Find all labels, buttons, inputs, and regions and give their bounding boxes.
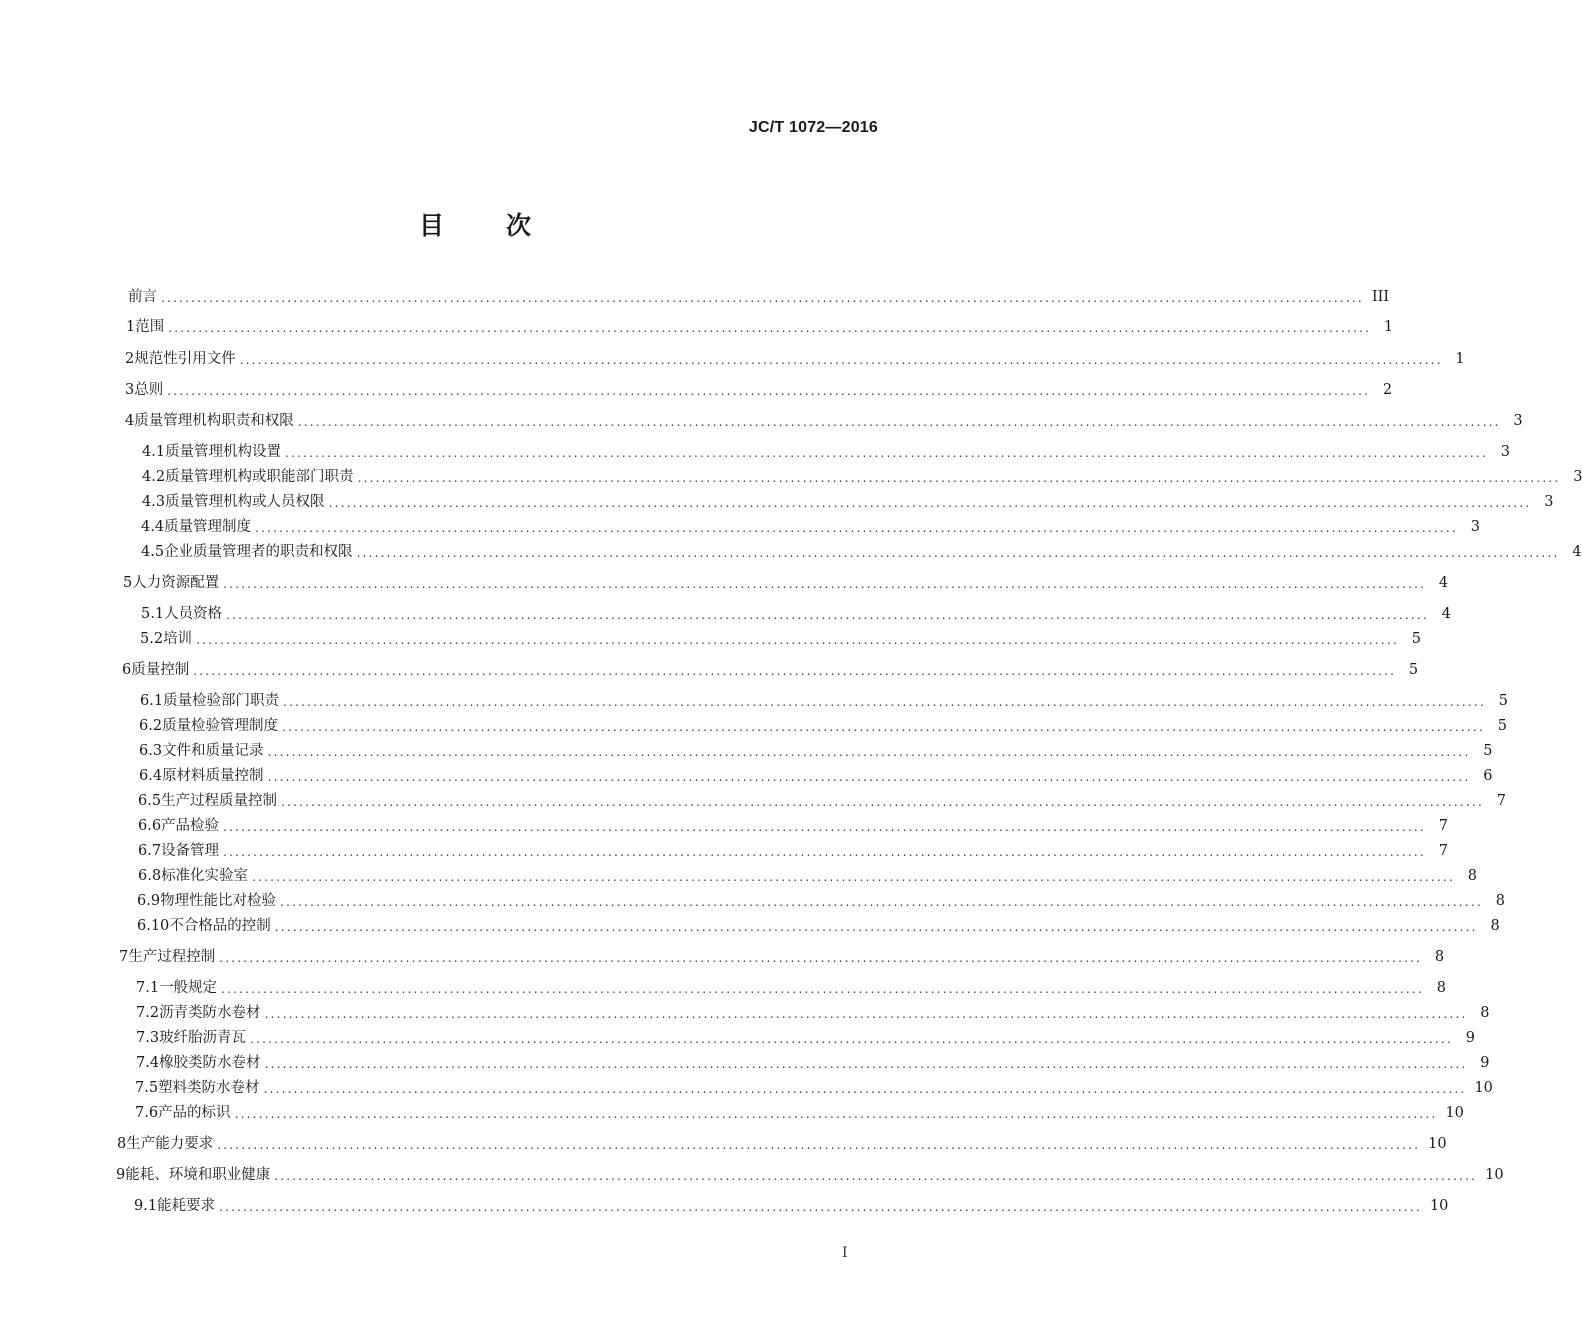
toc-entry-title: 规范性引用文件	[134, 351, 236, 367]
toc-entry-number: 5	[123, 575, 133, 591]
toc-entry-page: 10	[1428, 1136, 1447, 1152]
toc-entry-number: 2	[125, 351, 135, 367]
toc-leader-dots: ........................................................................................................................................................................................................	[223, 845, 1426, 859]
toc-entry-number: 7.2	[136, 1005, 160, 1021]
toc-entry-page: 1	[1455, 351, 1465, 367]
toc-entry-title: 总则	[134, 382, 164, 398]
toc-entry-number: 6.8	[138, 868, 162, 884]
toc-entry-number: 4.5	[141, 544, 165, 560]
toc-entry[interactable]	[137, 915, 1500, 937]
toc-entry[interactable]	[140, 628, 1421, 650]
toc-entry-number: 7.6	[135, 1105, 159, 1121]
toc-leader-dots: ........................................................................................................................................................................................................	[252, 870, 1455, 884]
toc-entry-number: 4.1	[142, 444, 166, 460]
toc-entry-number: 8	[117, 1136, 127, 1152]
toc-entry-page: 3	[1470, 519, 1480, 535]
toc-entry-title: 质量检验管理制度	[162, 718, 279, 734]
toc-entry-page: 5	[1408, 662, 1419, 678]
toc-entry-title: 产品的标识	[158, 1105, 231, 1121]
toc-leader-dots: ........................................................................................................................................................................................................	[357, 471, 1561, 485]
toc-entry-title: 橡胶类防水卷材	[159, 1055, 261, 1071]
toc-entry-number: 6.6	[138, 818, 162, 834]
toc-entry-title: 人力资源配置	[132, 575, 220, 591]
toc-leader-dots: ........................................................................................................................................................................................................	[297, 415, 1501, 429]
toc-entry-page: 10	[1429, 1198, 1449, 1214]
toc-leader-dots: ........................................................................................................................................................................................................	[267, 770, 1471, 784]
toc-entry[interactable]	[138, 865, 1477, 887]
toc-leader-dots: ........................................................................................................................................................................................................	[168, 321, 1372, 335]
toc-entry-page: 8	[1480, 1005, 1490, 1021]
toc-entry-page: 7	[1438, 818, 1448, 834]
toc-entry-number: 5.2	[140, 631, 164, 647]
toc-entry-number: 3	[125, 382, 135, 398]
toc-entry[interactable]	[139, 765, 1493, 787]
toc-entry[interactable]	[140, 690, 1508, 712]
toc-entry-page: 8	[1436, 980, 1446, 996]
toc-leader-dots: ........................................................................................................................................................................................................	[161, 291, 1364, 305]
toc-entry-page: 5	[1498, 693, 1508, 709]
toc-entry-title: 培训	[163, 631, 193, 647]
toc-entry[interactable]	[117, 1133, 1447, 1155]
toc-entry-title: 文件和质量记录	[162, 743, 264, 759]
toc-entry-title: 生产过程质量控制	[161, 793, 278, 809]
toc-entry[interactable]	[136, 1002, 1490, 1024]
toc-leader-dots: ........................................................................................................................................................................................................	[328, 496, 1532, 510]
toc-entry[interactable]	[125, 348, 1465, 370]
toc-entry-number: 7.3	[136, 1030, 160, 1046]
toc-entry[interactable]	[135, 1077, 1493, 1099]
toc-entry-number: 4.2	[142, 469, 166, 485]
toc-entry[interactable]	[119, 946, 1445, 968]
page-folio: I	[842, 1245, 848, 1261]
toc-leader-dots: ........................................................................................................................................................................................................	[283, 695, 1486, 709]
standard-code: JC/T 1072—2016	[748, 119, 878, 136]
toc-leader-dots: ........................................................................................................................................................................................................	[264, 1057, 1468, 1071]
toc-entry[interactable]	[128, 286, 1390, 308]
toc-leader-dots: ........................................................................................................................................................................................................	[250, 1032, 1453, 1046]
toc-entry-number: 7.5	[135, 1080, 159, 1096]
toc-entry-page: 8	[1467, 868, 1477, 884]
toc-entry[interactable]	[139, 715, 1507, 737]
toc-entry[interactable]	[138, 790, 1506, 812]
toc-entry-title: 原材料质量控制	[162, 768, 264, 784]
toc-entry-number: 6.2	[139, 718, 163, 734]
toc-entry-number: 1	[126, 319, 136, 335]
toc-entry[interactable]	[136, 977, 1446, 999]
toc-entry-title: 质量控制	[131, 662, 190, 678]
toc-leader-dots: ........................................................................................................................................................................................................	[264, 1007, 1468, 1021]
toc-leader-dots: ........................................................................................................................................................................................................	[356, 546, 1560, 560]
toc-entry[interactable]	[142, 441, 1510, 463]
toc-entry-page: 5	[1411, 631, 1421, 647]
toc-leader-dots: ........................................................................................................................................................................................................	[217, 1138, 1421, 1152]
toc-entry-page: 9	[1480, 1055, 1490, 1071]
toc-leader-dots: ........................................................................................................................................................................................................	[274, 1169, 1478, 1183]
toc-entry-number: 4	[125, 413, 135, 429]
toc-entry-number: 6.10	[137, 918, 170, 934]
toc-entry-title: 范围	[135, 319, 165, 335]
toc-leader-dots: ........................................................................................................................................................................................................	[221, 982, 1424, 996]
toc-entry[interactable]	[138, 840, 1448, 862]
toc-entry[interactable]	[122, 659, 1419, 681]
toc-entry-title: 不合格品的控制	[169, 918, 271, 934]
toc-entry[interactable]	[136, 1052, 1490, 1074]
toc-entry-page: 3	[1513, 413, 1523, 429]
toc-entry-number: 4.3	[142, 494, 166, 510]
toc-entry-number: 6.5	[138, 793, 162, 809]
toc-entry-number: 7	[119, 949, 129, 965]
toc-entry-title: 企业质量管理者的职责和权限	[164, 544, 353, 560]
toc-entry-page: 10	[1445, 1105, 1464, 1121]
toc-entry-title: 质量管理机构或人员权限	[165, 494, 325, 510]
toc-entry-page: 4	[1438, 575, 1449, 591]
toc-entry-page: 3	[1544, 494, 1554, 510]
toc-leader-dots: ........................................................................................................................................................................................................	[281, 795, 1484, 809]
toc-entry[interactable]	[123, 572, 1449, 594]
toc-leader-dots: ........................................................................................................................................................................................................	[167, 384, 1371, 398]
toc-entry-title: 前言	[128, 289, 157, 305]
toc-entry[interactable]	[136, 1027, 1475, 1049]
toc-entry-page: 10	[1485, 1167, 1504, 1183]
toc-entry-number: 9.1	[134, 1198, 158, 1214]
toc-entry-number: 6.4	[139, 768, 163, 784]
toc-entry-page: III	[1371, 289, 1390, 305]
toc-entry-title: 物理性能比对检验	[160, 893, 277, 909]
toc-leader-dots: ........................................................................................................................................................................................................	[223, 577, 1427, 591]
toc-entry[interactable]	[135, 1102, 1464, 1124]
toc-entry-number: 6.7	[138, 843, 162, 859]
toc-leader-dots: ........................................................................................................................................................................................................	[239, 353, 1443, 367]
toc-entry-page: 3	[1500, 444, 1510, 460]
toc-leader-dots: ........................................................................................................................................................................................................	[274, 920, 1478, 934]
toc-leader-dots: ........................................................................................................................................................................................................	[234, 1107, 1438, 1121]
toc-entry-title: 能耗要求	[157, 1198, 216, 1214]
toc-entry-title: 质量管理机构职责和权限	[134, 413, 294, 429]
toc-leader-dots: ........................................................................................................................................................................................................	[219, 951, 1423, 965]
toc-title: 目次	[418, 211, 593, 240]
toc-entry-title: 产品检验	[161, 818, 220, 834]
toc-entry[interactable]	[139, 740, 1493, 762]
toc-entry[interactable]	[125, 410, 1523, 432]
toc-leader-dots: ........................................................................................................................................................................................................	[196, 633, 1399, 647]
toc-entry-page: 8	[1490, 918, 1500, 934]
toc-entry-page: 7	[1438, 843, 1448, 859]
toc-entry-number: 9	[116, 1167, 126, 1183]
toc-entry-title: 塑料类防水卷材	[158, 1080, 260, 1096]
toc-entry[interactable]	[125, 379, 1393, 401]
toc-entry-title: 质量管理机构设置	[165, 444, 282, 460]
toc-entry-page: 5	[1497, 718, 1507, 734]
toc-entry-number: 5.1	[141, 606, 165, 622]
toc-leader-dots: ........................................................................................................................................................................................................	[282, 720, 1485, 734]
toc-entry-title: 玻纤胎沥青瓦	[159, 1030, 247, 1046]
toc-entry-page: 7	[1496, 793, 1506, 809]
toc-leader-dots: ........................................................................................................................................................................................................	[280, 895, 1483, 909]
toc-entry-number: 6.1	[140, 693, 164, 709]
toc-leader-dots: ........................................................................................................................................................................................................	[193, 664, 1397, 678]
toc-leader-dots: ........................................................................................................................................................................................................	[267, 745, 1471, 759]
toc-entry[interactable]	[137, 890, 1505, 912]
toc-entry[interactable]	[134, 1195, 1449, 1217]
toc-entry-title: 质量管理机构或职能部门职责	[165, 469, 354, 485]
toc-leader-dots: ........................................................................................................................................................................................................	[226, 608, 1429, 622]
toc-entry-page: 5	[1483, 743, 1493, 759]
toc-entry-title: 生产能力要求	[126, 1136, 214, 1152]
toc-entry-title: 能耗、环境和职业健康	[125, 1167, 271, 1183]
toc-entry[interactable]	[138, 815, 1448, 837]
toc-entry-number: 6	[122, 662, 132, 678]
toc-entry-title: 质量检验部门职责	[163, 693, 280, 709]
toc-entry-page: 4	[1572, 544, 1582, 560]
toc-entry[interactable]	[142, 466, 1582, 488]
toc-entry-page: 8	[1434, 949, 1445, 965]
toc-entry-number: 7.1	[136, 980, 160, 996]
toc-leader-dots: ........................................................................................................................................................................................................	[223, 820, 1426, 834]
toc-entry-title: 生产过程控制	[128, 949, 216, 965]
toc-entry-title: 沥青类防水卷材	[159, 1005, 261, 1021]
toc-entry[interactable]	[141, 541, 1582, 563]
toc-leader-dots: ........................................................................................................................................................................................................	[219, 1200, 1422, 1214]
toc-entry-page: 4	[1441, 606, 1451, 622]
toc-entry-page: 2	[1382, 382, 1393, 398]
toc-entry[interactable]	[126, 316, 1394, 338]
toc-entry[interactable]	[141, 516, 1480, 538]
toc-entry-page: 3	[1573, 469, 1582, 485]
toc-entry-page: 6	[1483, 768, 1493, 784]
toc-entry[interactable]	[116, 1164, 1504, 1186]
toc-leader-dots: ........................................................................................................................................................................................................	[255, 521, 1458, 535]
toc-entry[interactable]	[142, 491, 1554, 513]
toc-entry-title: 标准化实验室	[161, 868, 249, 884]
toc-entry-title: 人员资格	[164, 606, 223, 622]
toc-entry-number: 4.4	[141, 519, 165, 535]
toc-entry-number: 7.4	[136, 1055, 160, 1071]
toc-entry-title: 一般规定	[159, 980, 218, 996]
toc-leader-dots: ........................................................................................................................................................................................................	[263, 1082, 1467, 1096]
toc-entry-title: 设备管理	[161, 843, 220, 859]
toc-entry-page: 1	[1383, 319, 1394, 335]
toc-entry-page: 9	[1465, 1030, 1475, 1046]
toc-entry-title: 质量管理制度	[164, 519, 252, 535]
toc-entry-page: 10	[1474, 1080, 1493, 1096]
toc-entry-page: 8	[1495, 893, 1505, 909]
toc-leader-dots: ........................................................................................................................................................................................................	[285, 446, 1488, 460]
toc-entry-number: 6.3	[139, 743, 163, 759]
toc-entry-number: 6.9	[137, 893, 161, 909]
toc-entry[interactable]	[141, 603, 1451, 625]
